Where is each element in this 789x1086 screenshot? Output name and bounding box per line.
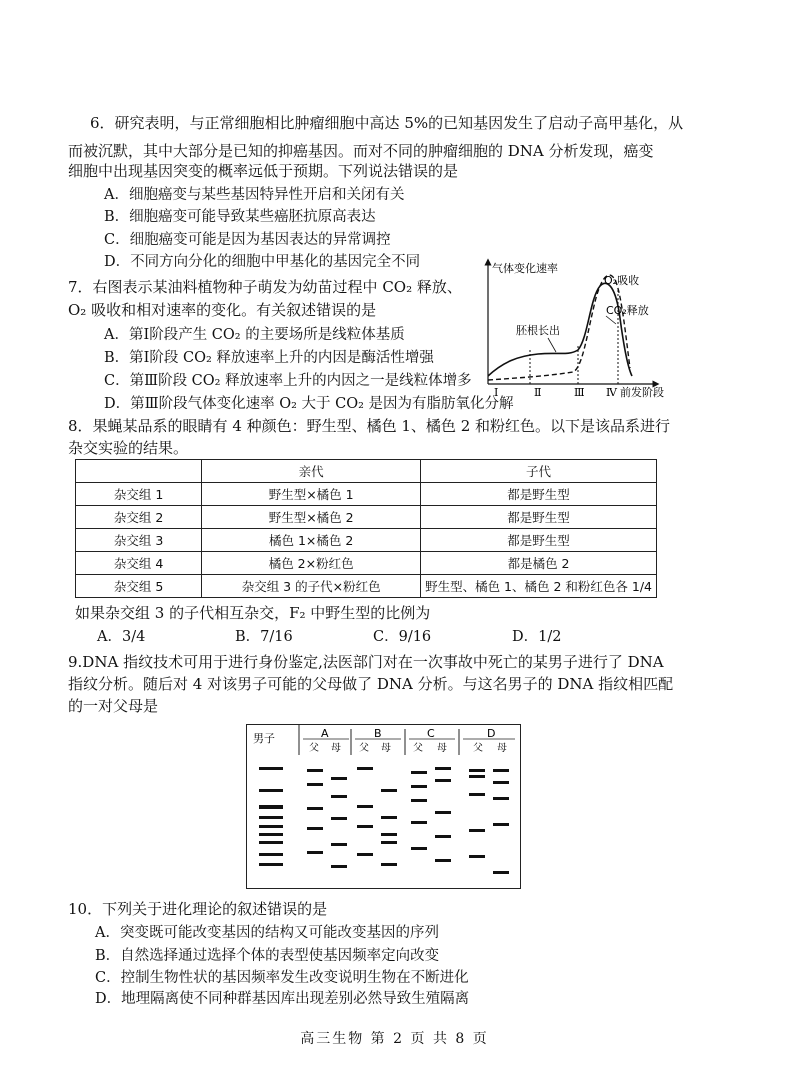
q6-option-c: C．细胞癌变可能是因为基因表达的异常调控 [104,232,391,248]
table-cell: 野生型×橘色 2 [202,506,421,529]
q6-stem-line2: 而被沉默，其中大部分是已知的抑癌基因。而对不同的肿瘤细胞的 DNA 分析发现，癌变 [68,142,654,160]
table-cell: 橘色 2×粉红色 [202,552,421,575]
table-cell: 杂交组 3 的子代×粉红色 [202,575,421,598]
q10-option-c: C．控制生物性状的基因频率发生改变说明生物在不断进化 [95,970,469,986]
q8-stem-line1: 8．果蝇某品系的眼睛有 4 种颜色：野生型、橘色 1、橘色 2 和粉红色。以下是该品系进行 [68,417,671,435]
table-cell: 杂交组 3 [76,529,202,552]
q6-option-b: B．细胞癌变可能导致某些癌胚抗原高表达 [104,209,376,225]
table-row [76,552,657,575]
o2-label: O₂吸收 [604,274,640,287]
page-footer: 高三生物 第 2 页 共 8 页 [300,1031,489,1047]
root-emergence-label: 胚根长出 [516,324,560,337]
cross-results-table [75,459,657,598]
table-header: 亲代 [202,460,421,483]
q7-stem-line2: O₂ 吸收和相对速率的变化。有关叙述错误的是 [68,301,377,319]
group-label-d: D [487,727,496,740]
table-cell: 都是野生型 [421,483,657,506]
mother-label: 母 [497,743,507,754]
table-cell: 都是野生型 [421,529,657,552]
table-cell: 杂交组 5 [76,575,202,598]
q9-stem-line2: 指纹分析。随后对 4 对该男子可能的父母做了 DNA 分析。与这名男子的 DNA 指纹相匹配 [68,675,674,693]
stage-label: Ⅲ [574,386,585,398]
table-cell: 橘色 1×橘色 2 [202,529,421,552]
co2-label: CO₂释放 [606,304,649,317]
q7-option-d: D．第Ⅲ阶段气体变化速率 O₂ 大于 CO₂ 是因为有脂肪氧化分解 [104,396,514,412]
q8-option-a: A．3/4 [97,629,146,645]
group-label-c: C [427,727,435,740]
q8-option-b: B．7/16 [235,629,293,645]
q7-option-a: A．第Ⅰ阶段产生 CO₂ 的主要场所是线粒体基质 [104,327,405,343]
mother-label: 母 [331,743,341,754]
q7-stem-line1: 7．右图表示某油料植物种子萌发为幼苗过程中 CO₂ 释放、 [68,278,462,296]
table-row [76,506,657,529]
q7-option-c: C．第Ⅲ阶段 CO₂ 释放速率上升的内因之一是线粒体增多 [104,373,472,389]
q10-option-d: D．地理隔离使不同种群基因库出现差别必然导致生殖隔离 [95,991,470,1007]
q8-option-c: C．9/16 [373,629,432,645]
band-groups [259,767,509,874]
dna-fingerprint-gel [246,724,521,889]
q10-option-a: A．突变既可能改变基因的结构又可能改变基因的序列 [95,925,439,941]
gas-exchange-figure [478,258,668,398]
stage-label: Ⅳ [606,386,617,398]
gel-bands [247,725,520,888]
table-header [76,460,202,483]
table-row [76,575,657,598]
table-header-row [76,460,657,483]
table-cell: 野生型、橘色 1、橘色 2 和粉红色各 1/4 [421,575,657,598]
table-row [76,529,657,552]
table-header: 子代 [421,460,657,483]
father-label: 父 [359,743,369,754]
group-label-b: B [374,727,382,740]
father-label: 父 [413,743,423,754]
q10-stem: 10．下列关于进化理论的叙述错误的是 [68,900,328,918]
table-cell: 都是橘色 2 [421,552,657,575]
man-lane-label: 男子 [253,732,275,745]
q6-stem-line1: 6．研究表明，与正常细胞相比肿瘤细胞中高达 5%的已知基因发生了启动子高甲基化，从 [90,114,684,132]
father-label: 父 [309,743,319,754]
table-cell: 都是野生型 [421,506,657,529]
q9-stem-line3: 的一对父母是 [68,697,159,715]
q6-option-d: D．不同方向分化的细胞中甲基化的基因完全不同 [104,254,421,270]
q8-option-d: D．1/2 [512,629,562,645]
co2-curve [488,283,632,376]
group-label-a: A [321,727,329,740]
x-axis-label: 前发阶段 [620,386,664,398]
father-label: 父 [473,743,483,754]
q10-option-b: B．自然选择通过选择个体的表型使基因频率定向改变 [95,948,440,964]
mother-label: 母 [381,743,391,754]
table-row [76,483,657,506]
table-cell: 野生型×橘色 1 [202,483,421,506]
q8-question: 如果杂交组 3 的子代相互杂交，F₂ 中野生型的比例为 [75,604,431,622]
q6-option-a: A．细胞癌变与某些基因特异性开启和关闭有关 [104,187,405,203]
stage-label: Ⅰ [494,386,499,398]
table-cell: 杂交组 4 [76,552,202,575]
table-cell: 杂交组 2 [76,506,202,529]
q9-stem-line1: 9.DNA 指纹技术可用于进行身份鉴定,法医部门对在一次事故中死亡的某男子进行了 DNA [68,653,664,671]
mother-label: 母 [437,743,447,754]
q7-option-b: B．第Ⅰ阶段 CO₂ 释放速率上升的内因是酶活性增强 [104,350,434,366]
q6-stem-line3: 细胞中出现基因突变的概率远低于预期。下列说法错误的是 [68,162,459,180]
stage-label: Ⅱ [534,386,542,398]
y-axis-label: 气体变化速率 [492,262,558,275]
q8-stem-line2: 杂交实验的结果。 [68,439,189,457]
table-cell: 杂交组 1 [76,483,202,506]
